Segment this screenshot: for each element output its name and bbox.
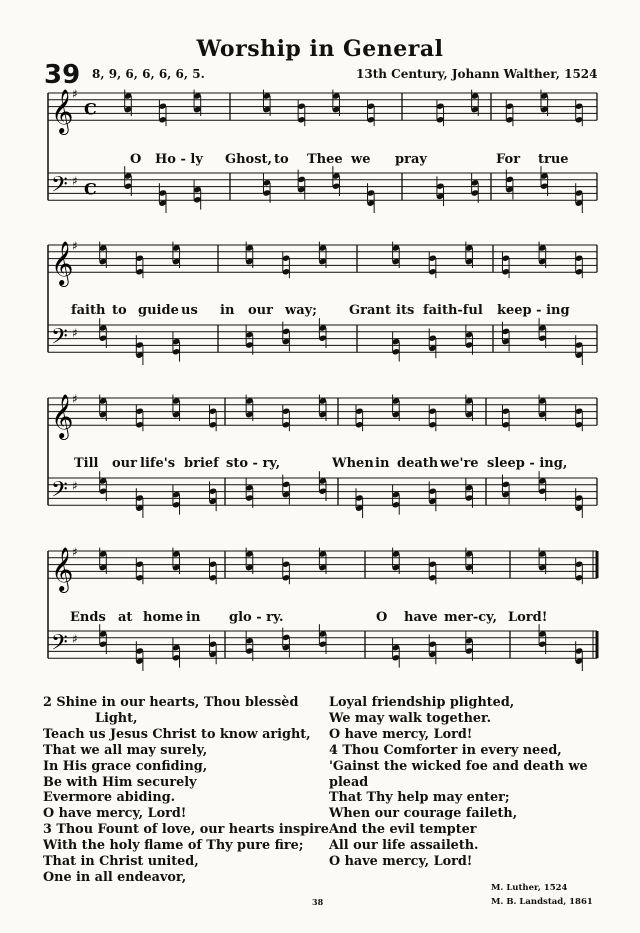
lyric-word: Till (74, 456, 99, 471)
stanza-line: O have mercy, Lord! (43, 806, 187, 822)
treble-clef-icon: 𝄞 (51, 394, 74, 439)
stanza-line: O have mercy, Lord! (329, 854, 473, 870)
lyric-word: in (186, 610, 201, 625)
bass-clef-icon: 𝄢 (51, 477, 68, 508)
lyric-word: our (248, 303, 273, 318)
page-number: 38 (312, 897, 324, 907)
stanza-line: All our life assaileth. (329, 838, 479, 854)
lyric-word: brief (184, 456, 219, 471)
stanza-column-right (329, 695, 588, 870)
bass-clef-icon: 𝄢 (51, 324, 68, 355)
lyric-word: home (143, 610, 184, 625)
lyric-word: true (538, 152, 569, 167)
stanza-line: O have mercy, Lord! (329, 726, 473, 742)
stanza-line: Be with Him securely (43, 774, 197, 790)
lyric-word: faith (71, 303, 106, 318)
lyric-word: to (274, 152, 289, 167)
lyric-word: O (376, 610, 388, 625)
hymn-meter: 8, 9, 6, 6, 6, 6, 5. (92, 67, 205, 81)
lyric-word: Grant (349, 303, 391, 318)
time-signature-icon: C (84, 179, 97, 199)
credit-translator: M. B. Landstad, 1861 (491, 897, 593, 907)
stanza-line: 3 Thou Fount of love, our hearts inspire (43, 822, 329, 838)
sharp-icon: ♯ (72, 87, 78, 101)
lyric-word: way; (285, 303, 317, 318)
lyric-word: to (112, 303, 127, 318)
lyric-word: Ghost, (225, 152, 273, 167)
sharp-icon: ♯ (72, 174, 78, 188)
time-signature-icon: C (84, 99, 97, 119)
stanza-line: That Thy help may enter; (329, 790, 510, 806)
lyric-word: our (112, 456, 137, 471)
lyric-word: pray (395, 152, 427, 167)
sharp-icon: ♯ (72, 326, 78, 340)
lyric-word: its (396, 303, 415, 318)
lyric-word: keep - ing (497, 303, 570, 318)
stanza-line: 4 Thou Comforter in every need, (329, 742, 562, 758)
treble-clef-icon: 𝄞 (51, 241, 74, 286)
stanza-line: 'Gainst the wicked foe and death we (329, 758, 588, 774)
treble-clef-icon: 𝄞 (51, 547, 74, 592)
lyric-word: at (118, 610, 133, 625)
lyric-word: life's (140, 456, 176, 471)
lyric-word: glo - ry. (229, 610, 284, 625)
hymn-number: 39 (44, 60, 81, 90)
lyric-word: death (397, 456, 439, 471)
stanza-line: That in Christ united, (43, 854, 199, 870)
stanza-column-left (43, 695, 329, 886)
lyric-word: us (181, 303, 198, 318)
lyric-word: Lord! (508, 610, 548, 625)
stanza-line: Evermore abiding. (43, 790, 176, 806)
lyric-word: Thee (307, 152, 343, 167)
stanza-line: When our courage faileth, (329, 806, 518, 822)
sharp-icon: ♯ (72, 632, 78, 646)
stanza-line: That we all may surely, (43, 742, 208, 758)
lyric-word: Ends (70, 610, 106, 625)
lyric-word: faith-ful (423, 303, 483, 318)
lyric-word: sleep - ing, (487, 456, 568, 471)
composer-attribution: 13th Century, Johann Walther, 1524 (356, 67, 598, 81)
lyric-word: guide (138, 303, 179, 318)
stanza-line: We may walk together. (329, 710, 492, 726)
stanza-line: With the holy flame of Thy pure fire; (43, 838, 304, 854)
sharp-icon: ♯ (72, 545, 78, 559)
hymn-section-title: Worship in General (196, 36, 444, 62)
lyric-word: For (496, 152, 521, 167)
lyric-word: sto - ry, (226, 456, 281, 471)
lyric-word: in (220, 303, 235, 318)
credit-author: M. Luther, 1524 (491, 883, 568, 893)
bass-clef-icon: 𝄢 (51, 172, 68, 203)
stanza-line: Loyal friendship plighted, (329, 695, 515, 710)
stanza-line: 2 Shine in our hearts, Thou blessèd (43, 695, 299, 710)
lyric-word: mer-cy, (444, 610, 498, 625)
lyric-word: have (404, 610, 438, 625)
sharp-icon: ♯ (72, 239, 78, 253)
lyric-word: Ho - ly (155, 152, 203, 167)
lyric-word: O (130, 152, 142, 167)
lyric-word: in (375, 456, 390, 471)
stanza-line: And the evil tempter (329, 822, 477, 838)
stanza-line: In His grace confiding, (43, 758, 208, 774)
lyric-word: When (332, 456, 374, 471)
stanza-line: One in all endeavor, (43, 869, 187, 885)
sharp-icon: ♯ (72, 479, 78, 493)
stanza-line: Teach us Jesus Christ to know aright, (43, 726, 311, 742)
treble-clef-icon: 𝄞 (51, 89, 74, 134)
sharp-icon: ♯ (72, 392, 78, 406)
bass-clef-icon: 𝄢 (51, 630, 68, 661)
stanza-line: plead (329, 774, 369, 790)
lyric-word: we (351, 152, 371, 167)
lyric-word: we're (440, 456, 479, 471)
stanza-line: Light, (95, 710, 138, 726)
